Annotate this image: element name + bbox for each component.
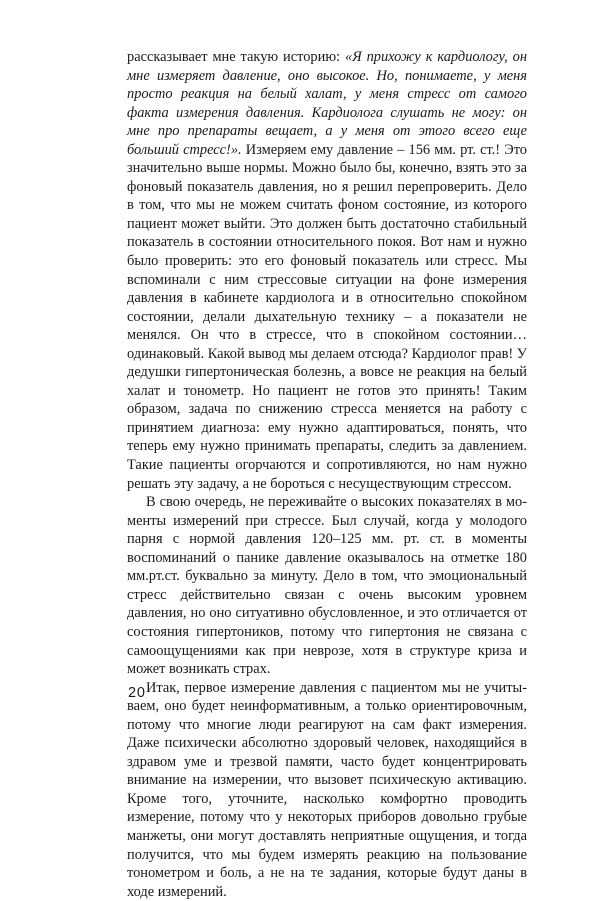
paragraph-2: В свою очередь, не переживайте о высоких показателях в моменты измерений при стрессе. Был случай, когда у молодого парня с нормой давления 120–125 мм. рт. ст. в моменты воспоминаний о панике давление оказывалось на отметке 180 мм.рт.ст. буквально за минуту. Дело в том, что эмоциональный стресс действительно связан с очень высоким уровнем давления, но оно ситуативно обусловленное, и это отличается от состояния гипертоников, потому что гипертония не связана с самоощущениями как при неврозе, хотя в структуре криза и может возникать страх. (127, 494, 527, 678)
page-number: 20 (128, 685, 146, 701)
paragraph-1 (127, 48, 527, 493)
patient-quote: «Я прихожу к кардиологу, он мне измеряет давление, оно высокое. Но, понимаете, у меня просто реакция на белый халат, у меня стресс от самого факта измерения давления. Кардиолога слушать не могу: он мне про препараты вещает, а у меня от этого всего еще больший стресс!». (127, 49, 527, 158)
body-text (127, 48, 527, 901)
paragraph-1-opening: рассказывает мне такую историю: (127, 49, 345, 65)
paragraph-3: Итак, первое измерение давления с пациентом мы не учитываем, оно будет неинформативным, а только ориентировочным, потому что многие люди реагируют на сам факт измерения. Даже психически абсолютно здоровый человек, находящийся в здравом уме и трезвой памяти, часто будет концентрировать внимание на измерении, что вызовет психическую активацию. Кроме того, уточните, насколько комфортно проводить измерение, потому что у некоторых приборов довольно грубые манжеты, они могут доставлять неприятные ощущения, и тогда получится, что мы будем измерять реакцию на пользование тонометром и боль, а не на те задания, которые будут даны в ходе измерений. (127, 679, 527, 900)
paragraph-1-body: Измеряем ему давление – 156 мм. рт. ст.! Это значительно выше нормы. Можно было бы, конечно, взять это за фоновый показатель давления, но я решил перепроверить. Дело в том, что мы не можем считать фоном состояние, из которого пациент может выйти. Это должен быть достаточно стабильный показатель в состоянии относительного покоя. Вот нам и нужно было проверить: это его фоновый показатель или стресс. Мы вспоминали с ним стрессовые ситуации на фоне измерения давления в кабинете кардиолога и в относительно спокойном состоянии, делали дыхательную технику – а показатели не менялся. Он что в стрессе, что в спокойном состоянии… одинаковый. Какой вывод мы делаем отсюда? Кардиолог прав! У дедушки гипертоническая болезнь, а вовсе не реакция на белый халат и тонометр. Но пациент не готов это принять! Таким образом, задача по снижению стресса меняется на работу с принятием диагноза: ему нужно адаптироваться, понять, что теперь ему нужно принимать препараты, следить за давлением. Такие пациенты огорчаются и сопротивляются, но нам нужно решать эту задачу, а не бороться с несуществующим стрессом. (127, 141, 527, 492)
